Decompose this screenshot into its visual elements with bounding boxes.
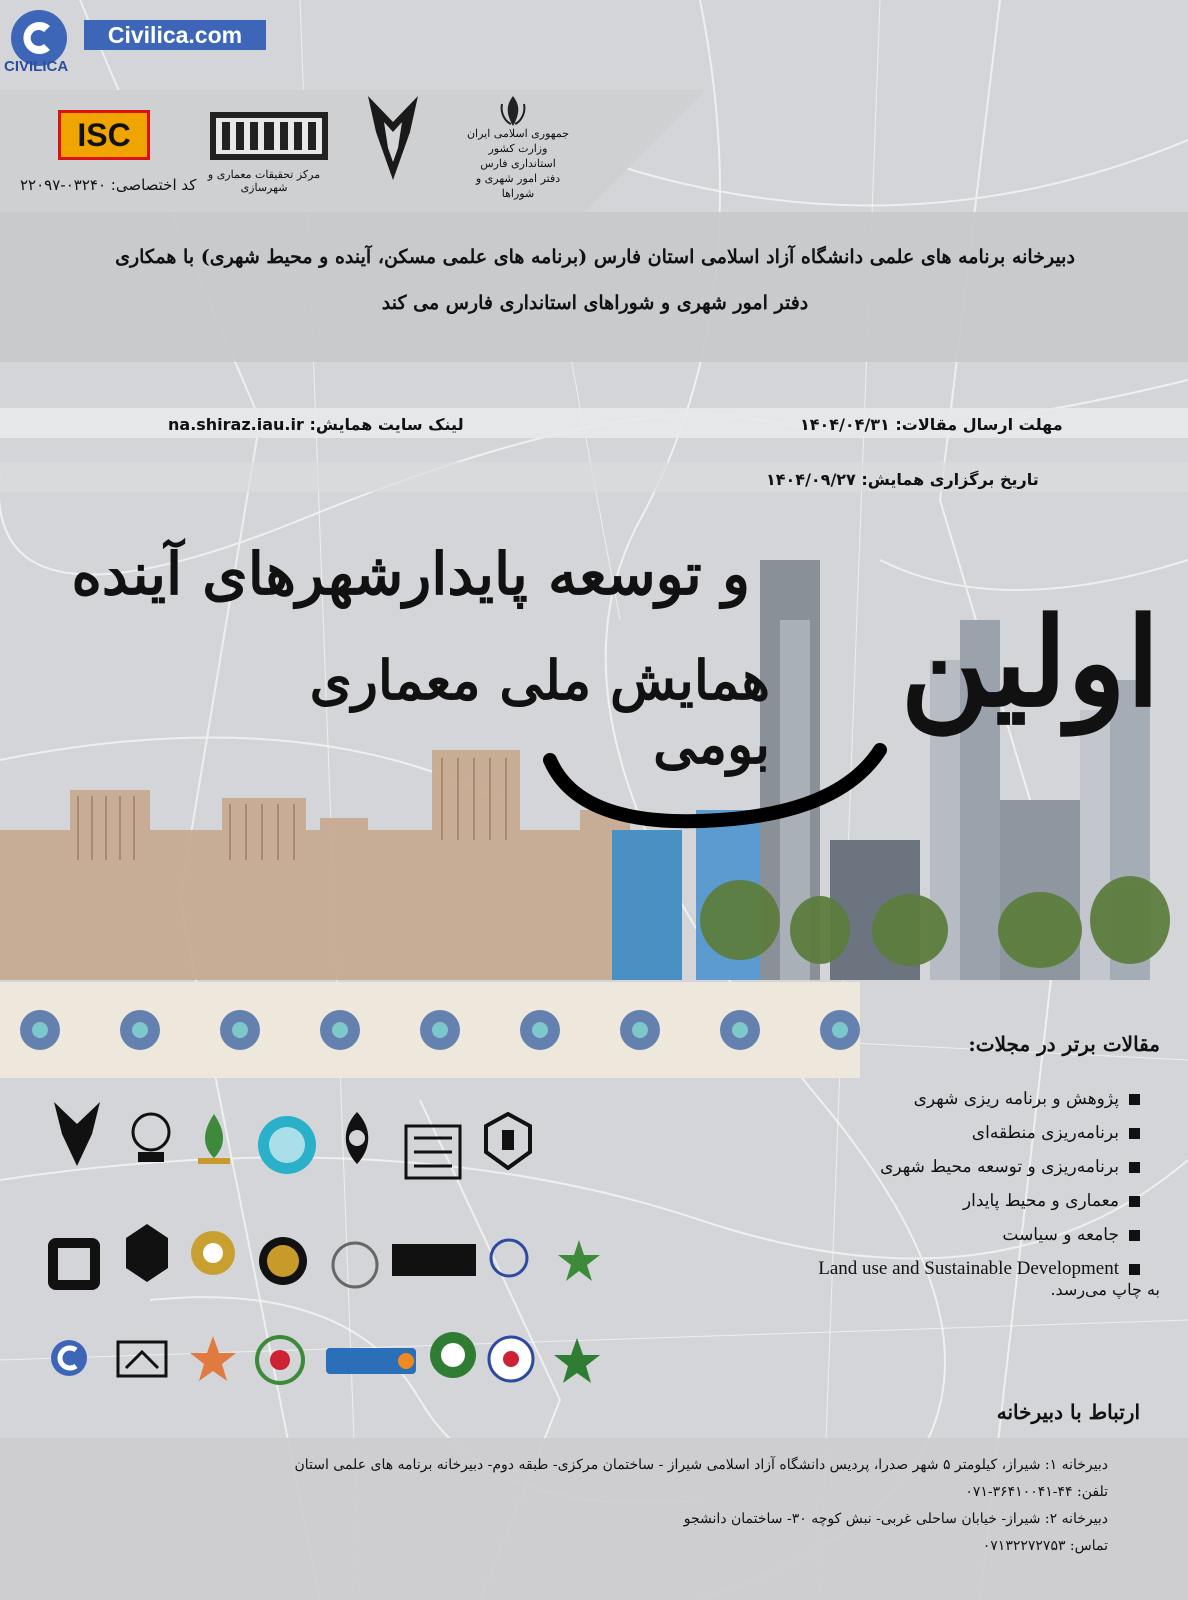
conference-index-logo-icon xyxy=(326,1348,416,1374)
contact-line: دبیرخانه ۲: شیراز- خیابان ساحلی غربی- نبش کوچه ۳۰- ساختمان دانشجو xyxy=(683,1511,1108,1527)
shiraz-municipality-logo-icon xyxy=(188,1334,238,1384)
art-university-logo-icon xyxy=(332,1108,382,1174)
engineering-org-logo-icon xyxy=(114,1338,170,1384)
journal-item xyxy=(720,1082,1140,1116)
payam-noor-logo-icon xyxy=(188,1228,238,1278)
journal-name: برنامه‌ریزی و توسعه محیط شهری xyxy=(880,1157,1119,1177)
village-council-logo-icon xyxy=(486,1334,536,1384)
bullet-icon xyxy=(1129,1162,1140,1173)
shahid-beheshti-logo-icon xyxy=(404,1124,462,1180)
intro-line: دفتر امور شهری و شوراهای استانداری فارس می کند xyxy=(381,292,809,314)
contact-line: تماس: ۰۷۱۳۲۲۷۲۷۵۳ xyxy=(982,1538,1108,1554)
iran-map-logo-icon xyxy=(256,1234,310,1288)
contact-line: دبیرخانه ۱: شیراز، کیلومتر ۵ شهر صدرا، پردیس دانشگاه آزاد اسلامی شیراز - ساختمان مرکزی- طبقه دوم- دبیرخانه برنامه های علمی استان xyxy=(294,1457,1108,1473)
contact-lines xyxy=(28,1452,1108,1560)
council-logo-icon xyxy=(254,1334,306,1386)
submission-deadline: مهلت ارسال مقالات: ۱۴۰۴/۰۴/۳۱ xyxy=(800,415,1063,434)
conference-title-line-1: و توسعه پایدارشهرهای آینده xyxy=(71,540,750,608)
science-association-logo-icon xyxy=(486,1236,532,1292)
iran-emblem-icon xyxy=(496,94,530,128)
gov-line: دفتر امور شهری و شوراها xyxy=(475,172,561,200)
azad-university-logo-icon xyxy=(364,92,422,184)
bullet-icon xyxy=(1129,1128,1140,1139)
journal-item xyxy=(720,1150,1140,1184)
civilica-badge[interactable]: Civilica.com xyxy=(84,20,266,50)
journal-name: Land use and Sustainable Development xyxy=(818,1258,1119,1279)
civilica-name: CIVILICA xyxy=(4,58,69,75)
contact-title: ارتباط با دبیرخانه xyxy=(996,1400,1140,1424)
gov-line: جمهوری اسلامی ایران xyxy=(466,127,570,140)
tile-pattern xyxy=(0,982,860,1078)
top-papers-title: مقالات برتر در مجلات: xyxy=(968,1032,1160,1056)
conference-title-first: اولین xyxy=(900,590,1160,734)
journal-name: معماری و محیط پایدار xyxy=(962,1191,1119,1211)
journal-name: جامعه و سیاست xyxy=(1002,1225,1119,1245)
ministry-lines xyxy=(462,126,574,201)
gov-line: وزارت کشور xyxy=(488,142,548,155)
shiraz-university-logo-icon xyxy=(124,1110,178,1166)
civilica-small-logo-icon xyxy=(42,1338,96,1388)
bullet-icon xyxy=(1129,1230,1140,1241)
bullet-icon xyxy=(1129,1094,1140,1105)
intro-line: دبیرخانه برنامه های علمی دانشگاه آزاد اسلامی استان فارس (برنامه های علمی مسکن، آینده و محیط شهری) با همکاری xyxy=(115,246,1075,268)
shiraz-council-logo-icon xyxy=(428,1330,478,1380)
association-logo-icon xyxy=(330,1240,380,1290)
intro-text xyxy=(40,234,1150,326)
azad-shiraz-logo-icon xyxy=(52,1100,102,1170)
research-center-logo-icon xyxy=(208,108,330,164)
title-swash-icon xyxy=(540,720,900,830)
university-green-logo-icon xyxy=(188,1112,240,1168)
research-center-name: مرکز تحقیقات معماری و شهرسازی xyxy=(207,168,321,194)
journal-item xyxy=(720,1218,1140,1252)
journal-item xyxy=(720,1116,1140,1150)
green-star-logo-icon xyxy=(556,1238,602,1284)
conference-site-link[interactable]: لینک سایت همایش: na.shiraz.iau.ir xyxy=(168,415,464,434)
journal-name: برنامه‌ریزی منطقه‌ای xyxy=(971,1123,1119,1143)
contact-line: تلفن: ۴۴-۳۶۴۱۰۰۴۱-۰۷۱ xyxy=(965,1484,1108,1500)
gov-line: استانداری فارس xyxy=(480,157,556,170)
conference-date: تاریخ برگزاری همایش: ۱۴۰۴/۰۹/۲۷ xyxy=(766,470,1039,489)
journal-item xyxy=(720,1184,1140,1218)
conference-title-line-2: همایش ملی معماری بومی xyxy=(309,648,770,776)
bullet-icon xyxy=(1129,1264,1140,1275)
calligraphy-association-logo-icon xyxy=(392,1244,476,1276)
journal-list xyxy=(720,1082,1140,1286)
heritage-logo-icon xyxy=(46,1236,102,1292)
organization-logo-icon xyxy=(124,1222,170,1284)
journal-name: پژوهش و برنامه ریزی شهری xyxy=(913,1089,1119,1109)
farhangian-logo-icon xyxy=(484,1112,532,1170)
isc-code: کد اختصاصی: ۰۳۲۴۰-۲۲۰۹۷ xyxy=(20,176,197,194)
isc-logo: ISC xyxy=(58,110,150,160)
print-note: به چاپ می‌رسد. xyxy=(1050,1280,1160,1299)
culture-university-logo-icon xyxy=(256,1114,318,1176)
municipalities-org-logo-icon xyxy=(552,1336,602,1386)
bullet-icon xyxy=(1129,1196,1140,1207)
